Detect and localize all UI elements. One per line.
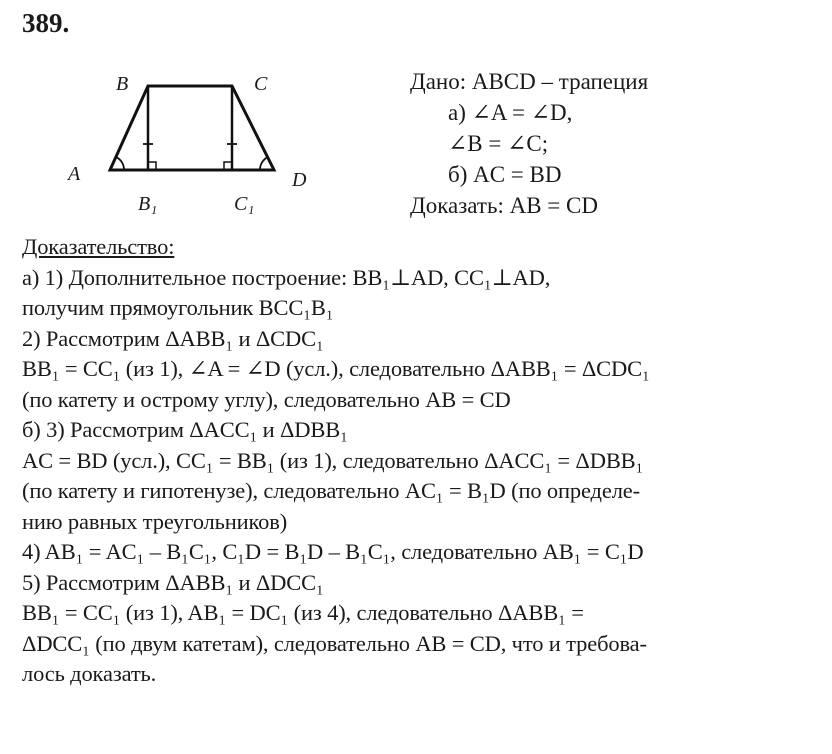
proof-line: BB₁ = CC₁ (из 1), ∠A = ∠D (усл.), следовательно ΔABB₁ = ΔCDC₁: [22, 356, 650, 381]
label-d: D: [292, 169, 307, 191]
given-condition-c: б) AC = BD: [448, 162, 562, 187]
proof-line: ΔDCC₁ (по двум катетам), следовательно AB = CD, что и требова-: [22, 630, 647, 656]
proof-line: (по катету и гипотенузе), следовательно AC₁ = B₁D (по определе-: [22, 478, 640, 503]
proof-heading: Доказательство:: [22, 234, 175, 259]
label-c1: C₁: [234, 193, 255, 215]
label-b: B: [116, 73, 129, 95]
label-a: A: [68, 163, 81, 185]
prove-statement: Доказать: AB = CD: [410, 193, 598, 218]
proof-line: а) 1) Дополнительное построение: BB₁⊥AD, CC₁⊥AD,: [22, 264, 551, 290]
proof-line: (по катету и острому углу), следовательно AB = CD: [22, 386, 511, 412]
trapezoid-outline: [110, 86, 274, 170]
proof-line: получим прямоугольник BCC₁B₁: [22, 295, 334, 320]
proof-line: BB₁ = CC₁ (из 1), AB₁ = DC₁ (из 4), следовательно ΔABB₁ =: [22, 600, 584, 625]
label-b1: B₁: [138, 193, 158, 215]
proof-line: 2) Рассмотрим ΔABB₁ и ΔCDC₁: [22, 325, 324, 351]
problem-number: 389.: [22, 8, 70, 38]
given-title: Дано: ABCD – трапеция: [410, 69, 649, 94]
angle-arc-a: [116, 157, 124, 170]
proof-line: 5) Рассмотрим ΔABB₁ и ΔDCC₁: [22, 569, 324, 595]
proof-line: AC = BD (усл.), CC₁ = BB₁ (из 1), следовательно ΔACC₁ = ΔDBB₁: [22, 447, 644, 473]
proof-block: [22, 232, 822, 690]
given-block: [410, 66, 648, 221]
given-condition-a: а) ∠A = ∠D,: [448, 100, 573, 125]
trapezoid-figure: [62, 68, 332, 228]
proof-line: лось доказать.: [22, 661, 157, 686]
proof-line: 4) AB₁ = AC₁ – B₁C₁, C₁D = B₁D – B₁C₁, следовательно AB₁ = C₁D: [22, 539, 644, 564]
proof-line: нию равных треугольников): [22, 508, 288, 534]
label-c: C: [254, 73, 268, 95]
proof-line: б) 3) Рассмотрим ΔACC₁ и ΔDBB₁: [22, 417, 348, 442]
given-condition-b: ∠B = ∠C;: [448, 131, 549, 156]
